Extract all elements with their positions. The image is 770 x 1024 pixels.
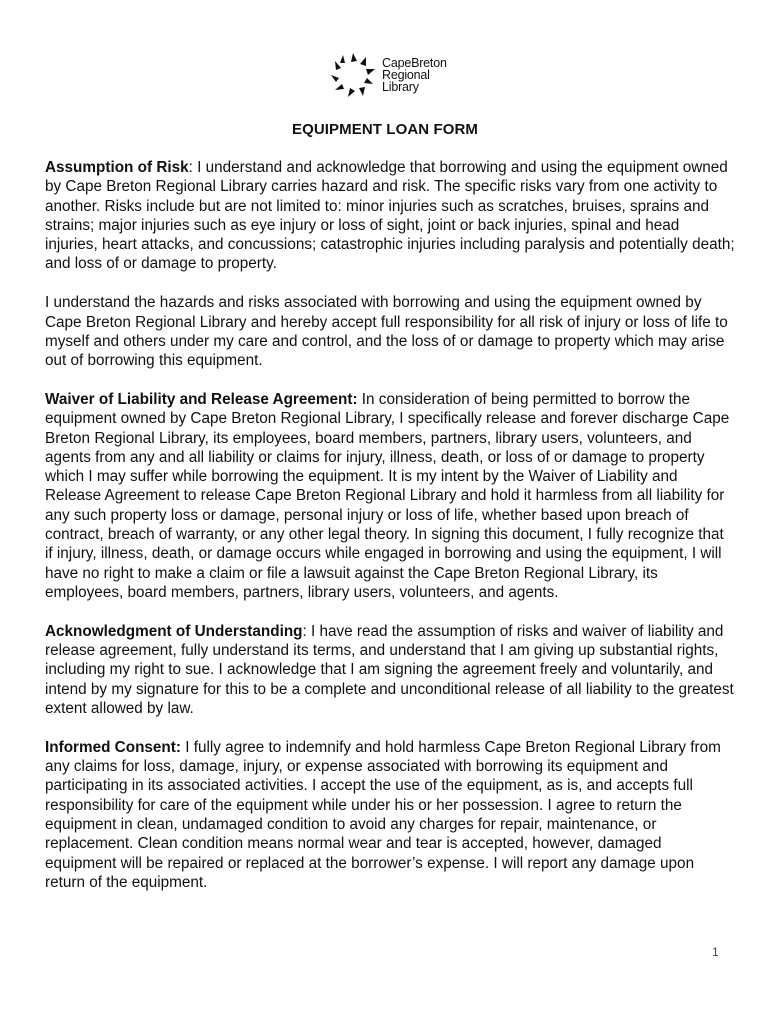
logo-line-3: Library [382, 80, 419, 94]
consent-text: I fully agree to indemnify and hold harmless Cape Breton Regional Library from any claims for loss, damage, injury, or expense associated with borrowing its equipment and participating in its associated activities. I accept the use of the equipment, as is, and accepts full responsibility for care of the equipment while under his or her possession. I agree to return the equipment in clean, undamaged condition to avoid any charges for repair, maintenance, or replacement. Clean condition means normal wear and tear is accepted, however, damaged equipment will be repaired or replaced at the borrower’s expense. I will report any damage upon return of the equipment. [45, 738, 721, 891]
hazards-paragraph [45, 293, 735, 370]
waiver-paragraph [45, 390, 735, 602]
assumption-paragraph [45, 158, 735, 274]
logo-line-1: CapeBreton [382, 56, 447, 70]
assumption-heading: Assumption of Risk [45, 159, 189, 176]
page-number: 1 [712, 945, 719, 959]
star-burst-logo-icon [330, 52, 376, 98]
form-body [45, 158, 735, 912]
assumption-text: : I understand and acknowledge that borrowing and using the equipment owned by Cape Breton Regional Library carries hazard and risk. The specific risks vary from one activity to another. Risks include but are not limited to: minor injuries such as scratches, bruises, sprains and strains; major injuries such as eye injury or loss of sight, joint or back injuries, spinal and head injuries, heart attacks, and concussions; catastrophic injuries including paralysis and potentially death; and loss of or damage to property. [45, 159, 735, 273]
logo-line-2: Regional [382, 68, 430, 82]
consent-paragraph [45, 738, 735, 892]
consent-heading: Informed Consent: [45, 738, 181, 756]
waiver-heading: Waiver of Liability and Release Agreement: [45, 390, 358, 408]
form-title: EQUIPMENT LOAN FORM [291, 121, 479, 138]
hazards-text: I understand the hazards and risks associated with borrowing and using the equipment owned by Cape Breton Regional Library and hereby accept full responsibility for all risk of injury or loss of life to myself and others under my care and control, and the loss of or damage to property which may arise out of borrowing this equipment. [45, 294, 728, 370]
acknowledgment-paragraph [45, 622, 735, 718]
acknowledgment-heading: Acknowledgment of Understanding [45, 622, 303, 640]
logo-wordmark [382, 57, 447, 93]
library-logo [330, 50, 450, 100]
waiver-text: In consideration of being permitted to borrow the equipment owned by Cape Breton Regional Library, I specifically release and forever discharge Cape Breton Regional Library, its employees, board members, partners, library users, volunteers, and agents from any and all liability or claims for injury, illness, death, or loss of or damage to property which I may suffer while borrowing the equipment. It is my intent by the Waiver of Liability and Release Agreement to release Cape Breton Regional Library and hold it harmless from all liability for any such property loss or damage, personal injury or loss of life, whether based upon breach of contract, breach of warranty, or any other legal theory. In signing this document, I fully recognize that if injury, illness, death, or damage occurs while engaged in borrowing and using the equipment, I will have no right to make a claim or file a lawsuit against the Cape Breton Regional Library, its employees, board members, partners, library users, volunteers, and agents. [45, 390, 730, 601]
acknowledgment-text: : I have read the assumption of risks and waiver of liability and release agreement, fully understand its terms, and understand that I am giving up substantial rights, including my right to sue. I acknowledge that I am signing the agreement freely and voluntarily, and intend by my signature for this to be a complete and unconditional release of all liability to the greatest extent allowed by law. [45, 622, 734, 717]
